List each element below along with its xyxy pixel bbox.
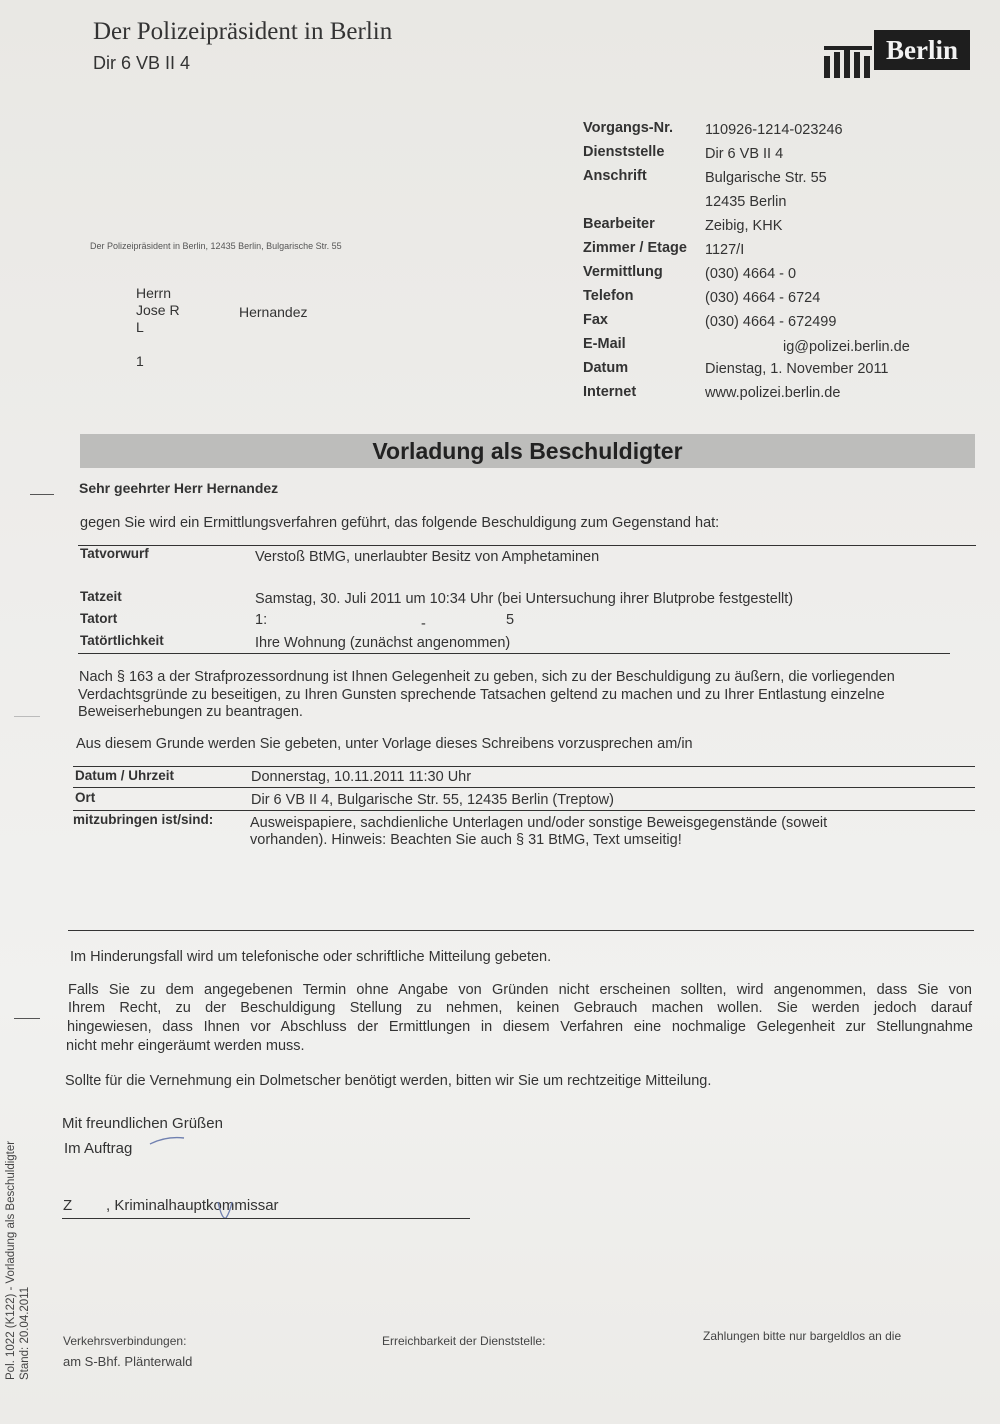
tatzeit-label: Tatzeit (80, 589, 122, 604)
paragraph-3-line-2: Ihrem Recht, zu der Beschuldigung Stellung zu nehmen, keinen Gebrauch machen wollen. Sie werden jedoch darauf (68, 1000, 972, 1016)
form-code: Pol. 1022 (K122) - Vorladung als Beschuldigter (5, 1140, 17, 1380)
paragraph-1-line-2: Verdachtsgründe zu beseitigen, zu Ihren Gunsten sprechende Tatsachen geltend zu machen und zu Ihrer Entlastung einzelne (78, 687, 885, 703)
sender-line: Der Polizeipräsident in Berlin, 12435 Berlin, Bulgarische Str. 55 (90, 241, 342, 251)
salutation: Sehr geehrter Herr Hernandez (79, 480, 279, 496)
charge-top-rule (78, 545, 976, 546)
zimmer-value: 1127/I (705, 242, 745, 258)
appointment-bring-value-1: Ausweispapiere, sachdienliche Unterlagen und/oder sonstige Beweisgegenstände (soweit (250, 815, 828, 831)
internet-value: www.polizei.berlin.de (705, 385, 841, 401)
fold-mark (30, 494, 54, 495)
hinderung-text: Im Hinderungsfall wird um telefonische oder schriftliche Mitteilung gebeten. (70, 949, 552, 965)
paragraph-3-line-1: Falls Sie zu dem angegebenen Termin ohne Angabe von Gründen nicht erscheinen sollten, wird angenommen, dass Sie von (68, 982, 972, 998)
tatoertlichkeit-value: Ihre Wohnung (zunächst angenommen) (255, 635, 511, 651)
paragraph-3-line-4: nicht mehr eingeräumt werden muss. (66, 1038, 305, 1054)
recipient-line-4: 1 (136, 353, 144, 369)
telefon-label: Telefon (583, 288, 634, 304)
appointment-bring-label: mitzubringen ist/sind: (73, 812, 214, 827)
brandenburg-gate-icon (824, 40, 872, 78)
fax-value: (030) 4664 - 672499 (705, 314, 837, 330)
appointment-top-rule (73, 766, 975, 767)
paragraph-2: Aus diesem Grunde werden Sie gebeten, unter Vorlage dieses Schreibens vorzusprechen am/in (76, 736, 693, 752)
tatoertlichkeit-label: Tatörtlichkeit (80, 633, 164, 648)
fold-mark (14, 1018, 40, 1019)
datum-label: Datum (583, 360, 629, 376)
recipient-first-name: Jose R (136, 302, 180, 318)
tatort-value-1: 1: (255, 612, 268, 628)
vorgang-value: 110926-1214-023246 (705, 122, 843, 138)
internet-label: Internet (583, 384, 637, 400)
intro-text: gegen Sie wird ein Ermittlungsverfahren geführt, das folgende Beschuldigung zum Gegenstand hat: (80, 515, 720, 531)
recipient-line-3: L (136, 319, 144, 335)
zimmer-label: Zimmer / Etage (583, 240, 687, 256)
signature-scribble (214, 1198, 238, 1224)
appointment-bottom-rule (68, 930, 974, 931)
appointment-ort-label: Ort (75, 790, 96, 805)
appointment-datum-label: Datum / Uhrzeit (75, 768, 175, 783)
signature-line (62, 1218, 470, 1219)
im-auftrag: Im Auftrag (64, 1140, 133, 1157)
anschrift-city: 12435 Berlin (705, 194, 787, 210)
dienststelle-label: Dienststelle (583, 144, 665, 160)
berlin-logo (824, 30, 970, 78)
signature-title: , Kriminalhauptkommissar (106, 1197, 279, 1214)
fax-label: Fax (583, 312, 608, 328)
form-code-side-text (4, 1141, 32, 1380)
recipient-last-name: Hernandez (239, 304, 308, 320)
paragraph-1-line-3: Beweiserhebungen zu beantragen. (78, 704, 303, 720)
footer-verkehr-label: Verkehrsverbindungen: (63, 1334, 187, 1348)
dienststelle-value: Dir 6 VB II 4 (705, 146, 784, 162)
organization-name: Der Polizeipräsident in Berlin (93, 18, 393, 45)
tatzeit-value: Samstag, 30. Juli 2011 um 10:34 Uhr (bei Untersuchung ihrer Blutprobe festgestellt) (255, 591, 794, 607)
footer-zahlungen: Zahlungen bitte nur bargeldlos an die (703, 1329, 902, 1343)
signature-initial: Z (63, 1197, 73, 1214)
charge-bottom-rule (78, 653, 950, 654)
form-date: Stand: 20.04.2011 (19, 1286, 31, 1380)
appointment-rule-2 (73, 787, 975, 788)
email-value: ig@polizei.berlin.de (783, 339, 910, 355)
tatort-value-3: 5 (506, 612, 515, 628)
vermittlung-value: (030) 4664 - 0 (705, 266, 797, 282)
closing: Mit freundlichen Grüßen (62, 1115, 223, 1132)
anschrift-label: Anschrift (583, 168, 647, 184)
appointment-rule-3 (73, 810, 975, 811)
appointment-ort-value: Dir 6 VB II 4, Bulgarische Str. 55, 12435 Berlin (Treptow) (251, 792, 614, 808)
telefon-value: (030) 4664 - 6724 (705, 290, 821, 306)
paragraph-1-line-1: Nach § 163 a der Strafprozessordnung ist Ihnen Gelegenheit zu geben, sich zu der Beschuldigung zu äußern, die vorliegenden (79, 669, 895, 685)
tatort-value-2: - (421, 616, 426, 632)
paragraph-3-line-3: hingewiesen, dass Ihnen vor Abschluss der Ermittlungen in diesem Verfahren eine nochmalige Gelegenheit zur Stellungnahme (67, 1019, 973, 1035)
footer-verkehr-value: am S-Bhf. Plänterwald (63, 1354, 193, 1369)
bearbeiter-value: Zeibig, KHK (705, 218, 783, 234)
signature-stroke (148, 1132, 188, 1148)
tatort-label: Tatort (80, 611, 118, 626)
appointment-bring-value-2: vorhanden). Hinweis: Beachten Sie auch § 31 BtMG, Text umseitig! (250, 832, 682, 848)
logo-text: Berlin (874, 30, 970, 70)
bearbeiter-label: Bearbeiter (583, 216, 655, 232)
vermittlung-label: Vermittlung (583, 264, 663, 280)
tatvorwurf-value: Verstoß BtMG, unerlaubter Besitz von Amphetaminen (255, 549, 600, 565)
department-code: Dir 6 VB II 4 (93, 53, 191, 73)
anschrift-street: Bulgarische Str. 55 (705, 170, 827, 186)
tatvorwurf-label: Tatvorwurf (80, 546, 149, 561)
email-label: E-Mail (583, 336, 626, 352)
footer-erreichbarkeit: Erreichbarkeit der Dienststelle: (382, 1334, 546, 1348)
datum-value: Dienstag, 1. November 2011 (705, 361, 889, 377)
fold-mark (14, 716, 40, 717)
vorgang-label: Vorgangs-Nr. (583, 120, 673, 136)
appointment-datum-value: Donnerstag, 10.11.2011 11:30 Uhr (251, 769, 472, 785)
letter-title: Vorladung als Beschuldigter (372, 438, 683, 464)
paragraph-4: Sollte für die Vernehmung ein Dolmetscher benötigt werden, bitten wir Sie um rechtzeitige Mitteilung. (65, 1073, 712, 1089)
recipient-salutation: Herrn (136, 285, 172, 301)
